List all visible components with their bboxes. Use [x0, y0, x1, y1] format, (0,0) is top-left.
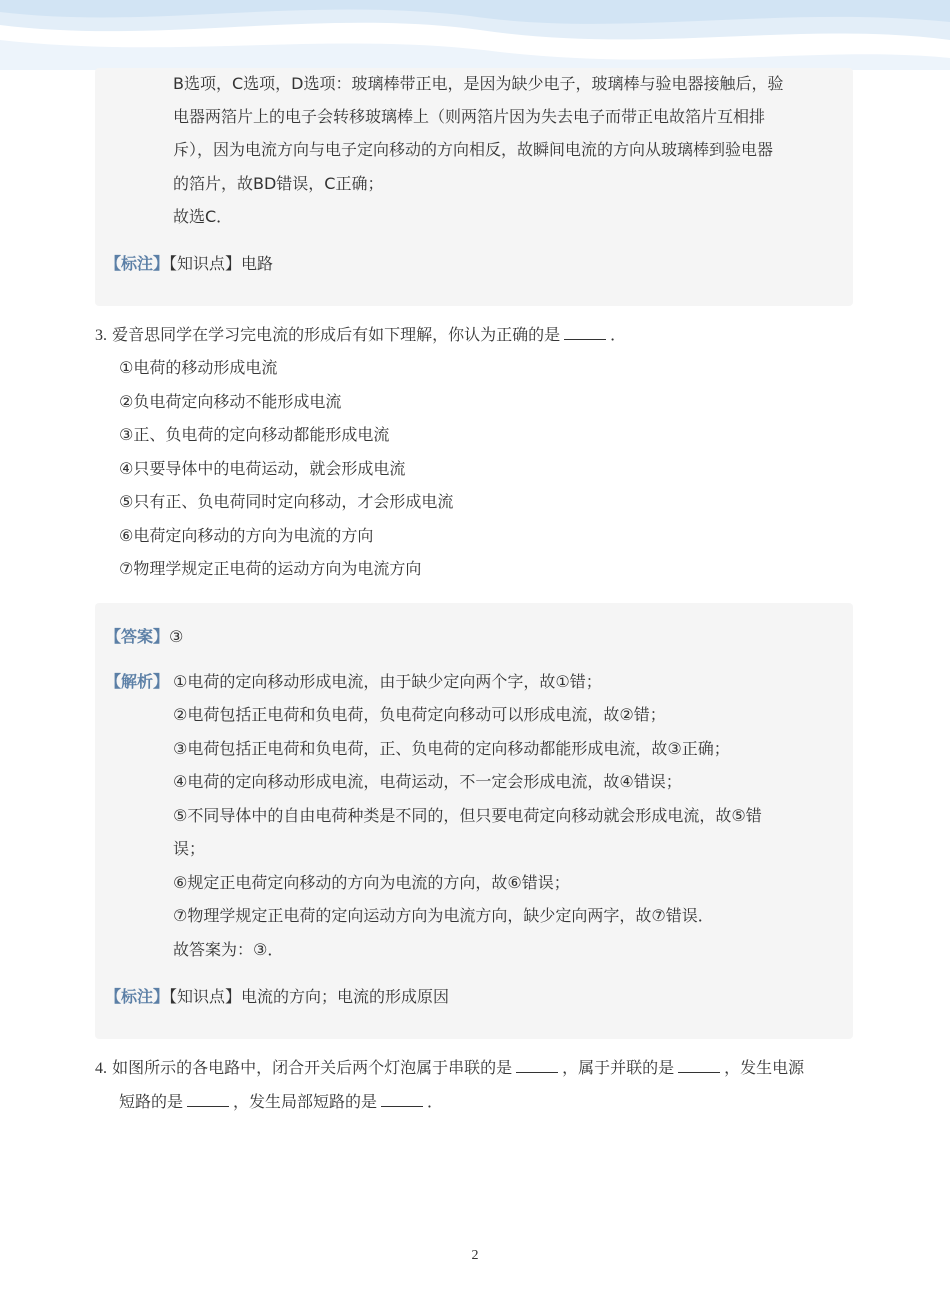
q3-option: ⑤只有正、负电荷同时定向移动，才会形成电流: [119, 492, 454, 511]
prev-explanation-line: 故选C．: [173, 207, 233, 226]
answer-blank: [381, 1092, 423, 1107]
answer-tag: 【答案】: [105, 627, 170, 646]
analysis-line: ⑥规定正电荷定向移动的方向为电流的方向，故⑥错误；: [173, 873, 570, 892]
q3-option: ⑦物理学规定正电荷的运动方向为电流方向: [119, 559, 422, 578]
answer-blank: [678, 1058, 720, 1073]
q3-stem: [95, 325, 626, 346]
q4-text: 短路的是: [119, 1092, 184, 1111]
answer-blank: [564, 325, 606, 340]
analysis-line: 故答案为：③．: [173, 940, 284, 959]
q4-text: ．: [427, 1092, 444, 1111]
prev-explanation-line: 的箔片，故BD错误，C正确；: [173, 174, 384, 193]
q4-text: ，发生电源: [724, 1058, 805, 1077]
answer-blank: [516, 1058, 558, 1073]
analysis-tag: 【解析】: [105, 672, 170, 691]
analysis-line: ②电荷包括正电荷和负电荷，负电荷定向移动可以形成电流，故②错；: [173, 705, 666, 724]
note-tag: 【标注】: [105, 254, 170, 273]
analysis-line: ④电荷的定向移动形成电流，电荷运动，不一定会形成电流，故④错误；: [173, 772, 682, 791]
question-number: 3.: [95, 327, 107, 344]
note-text: 【知识点】电路: [169, 254, 274, 273]
q3-option: ③正、负电荷的定向移动都能形成电流: [119, 425, 390, 444]
q4-stem-line2: [119, 1092, 443, 1112]
question-number: 4.: [95, 1060, 107, 1077]
q3-note-row: [105, 987, 449, 1007]
q3-stem-text: 爱音思同学在学习完电流的形成后有如下理解，你认为正确的是: [112, 325, 561, 344]
prev-note-row: [105, 254, 273, 274]
analysis-line: ⑦物理学规定正电荷的定向运动方向为电流方向，缺少定向两字，故⑦错误．: [173, 906, 714, 925]
analysis-tag-row: [105, 672, 169, 692]
q4-text: 如图所示的各电路中，闭合开关后两个灯泡属于串联的是: [112, 1058, 513, 1077]
note-tag: 【标注】: [105, 987, 170, 1006]
answer-blank: [187, 1092, 229, 1107]
q4-text: ，属于并联的是: [562, 1058, 675, 1077]
answer-value: ③: [169, 627, 184, 646]
prev-explanation-line: 电器两箔片上的电子会转移玻璃棒上（则两箔片因为失去电子而带正电故箔片互相排: [173, 107, 766, 126]
analysis-line: 误；: [173, 839, 206, 858]
prev-explanation-line: B选项，C选项，D选项：玻璃棒带正电，是因为缺少电子，玻璃棒与验电器接触后，验: [173, 74, 784, 93]
analysis-line: ③电荷包括正电荷和负电荷，正、负电荷的定向移动都能形成电流，故③正确；: [173, 739, 730, 758]
answer-row: [105, 627, 183, 647]
q3-stem-end: ．: [610, 325, 627, 344]
q4-stem-line1: [95, 1058, 804, 1079]
q3-option: ⑥电荷定向移动的方向为电流的方向: [119, 526, 374, 545]
q3-option: ④只要导体中的电荷运动，就会形成电流: [119, 459, 406, 478]
q3-option: ②负电荷定向移动不能形成电流: [119, 392, 342, 411]
analysis-line: ①电荷的定向移动形成电流，由于缺少定向两个字，故①错；: [173, 672, 602, 691]
analysis-line: ⑤不同导体中的自由电荷种类是不同的，但只要电荷定向移动就会形成电流，故⑤错: [173, 806, 762, 825]
q3-answer-box: [95, 603, 853, 1039]
page-number: 2: [471, 1248, 479, 1263]
q3-option: ①电荷的移动形成电流: [119, 358, 278, 377]
note-text: 【知识点】电流的方向；电流的形成原因: [169, 987, 450, 1006]
header-wave-decoration: [0, 0, 950, 70]
prev-explanation-box: [95, 68, 853, 306]
prev-explanation-line: 斥），因为电流方向与电子定向移动的方向相反，故瞬间电流的方向从玻璃棒到验电器: [173, 140, 774, 159]
q4-text: ，发生局部短路的是: [233, 1092, 378, 1111]
